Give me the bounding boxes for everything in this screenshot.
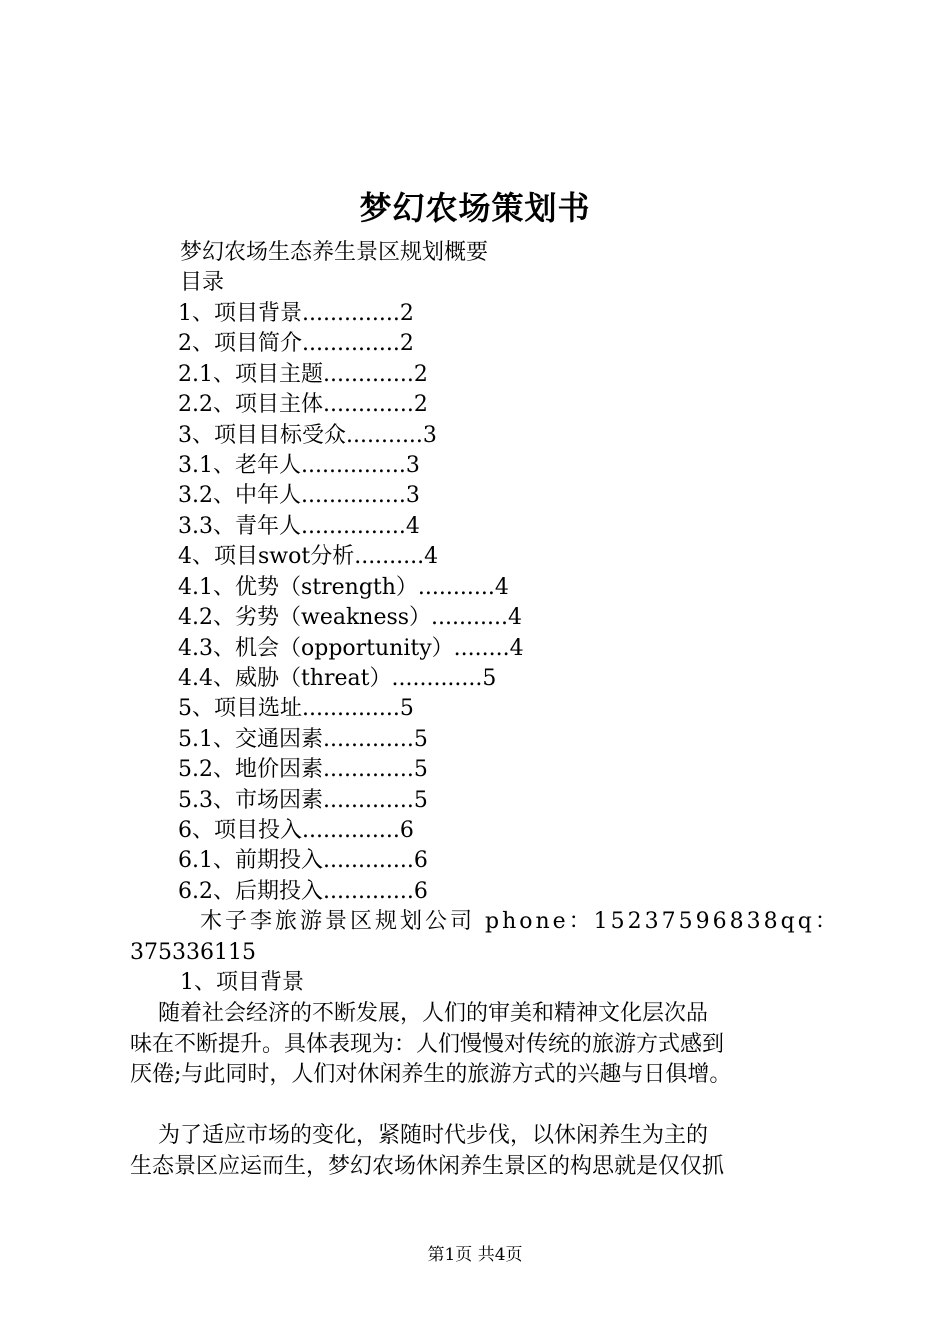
toc-item: 1、项目背景..............2 [178, 301, 414, 326]
toc-item: 3、项目目标受众...........3 [178, 423, 437, 448]
document-subtitle: 梦幻农场生态养生景区规划概要 [180, 240, 489, 265]
paragraph [130, 1121, 830, 1182]
toc-item: 5、项目选址..............5 [178, 696, 414, 721]
paragraph-line: 厌倦;与此同时，人们对休闲养生的旅游方式的兴趣与日俱增。 [130, 1062, 732, 1087]
toc-item: 2.2、项目主体.............2 [178, 392, 428, 417]
page-number: 第1页 共4页 [427, 1245, 523, 1265]
toc-item: 4、项目swot分析..........4 [178, 544, 439, 569]
toc-item: 5.3、市场因素.............5 [178, 788, 428, 813]
company-contact-continued: 375336115 [130, 940, 256, 965]
company-contact: 木子李旅游景区规划公司 phone：15237596838qq： [200, 909, 840, 934]
toc-item: 4.1、优势（strength）...........4 [178, 575, 509, 600]
toc-item: 6.1、前期投入.............6 [178, 848, 428, 873]
toc-heading: 目录 [180, 270, 225, 295]
toc-item: 5.1、交通因素.............5 [178, 727, 428, 752]
toc-item: 3.2、中年人...............3 [178, 483, 420, 508]
toc-item: 4.2、劣势（weakness）...........4 [178, 605, 522, 630]
toc-item: 3.1、老年人...............3 [178, 453, 420, 478]
toc-item: 4.3、机会（opportunity）........4 [178, 636, 524, 661]
paragraph [130, 999, 830, 1091]
toc-item: 6、项目投入..............6 [178, 818, 414, 843]
paragraph-line: 为了适应市场的变化，紧随时代步伐，以休闲养生为主的 [130, 1123, 708, 1148]
section-heading: 1、项目背景 [180, 970, 304, 995]
toc-item: 2、项目简介..............2 [178, 331, 414, 356]
toc-item: 6.2、后期投入.............6 [178, 879, 428, 904]
toc-item: 3.3、青年人...............4 [178, 514, 420, 539]
document-title: 梦幻农场策划书 [359, 189, 591, 227]
toc-item: 4.4、威胁（threat）.............5 [178, 666, 497, 691]
paragraph-line: 味在不断提升。具体表现为：人们慢慢对传统的旅游方式感到 [130, 1031, 725, 1057]
toc-item: 2.1、项目主题.............2 [178, 362, 428, 387]
toc-item: 5.2、地价因素.............5 [178, 757, 428, 782]
paragraph-line: 生态景区应运而生，梦幻农场休闲养生景区的构思就是仅仅抓 [130, 1153, 725, 1179]
paragraph-line: 随着社会经济的不断发展，人们的审美和精神文化层次品 [130, 1001, 708, 1026]
